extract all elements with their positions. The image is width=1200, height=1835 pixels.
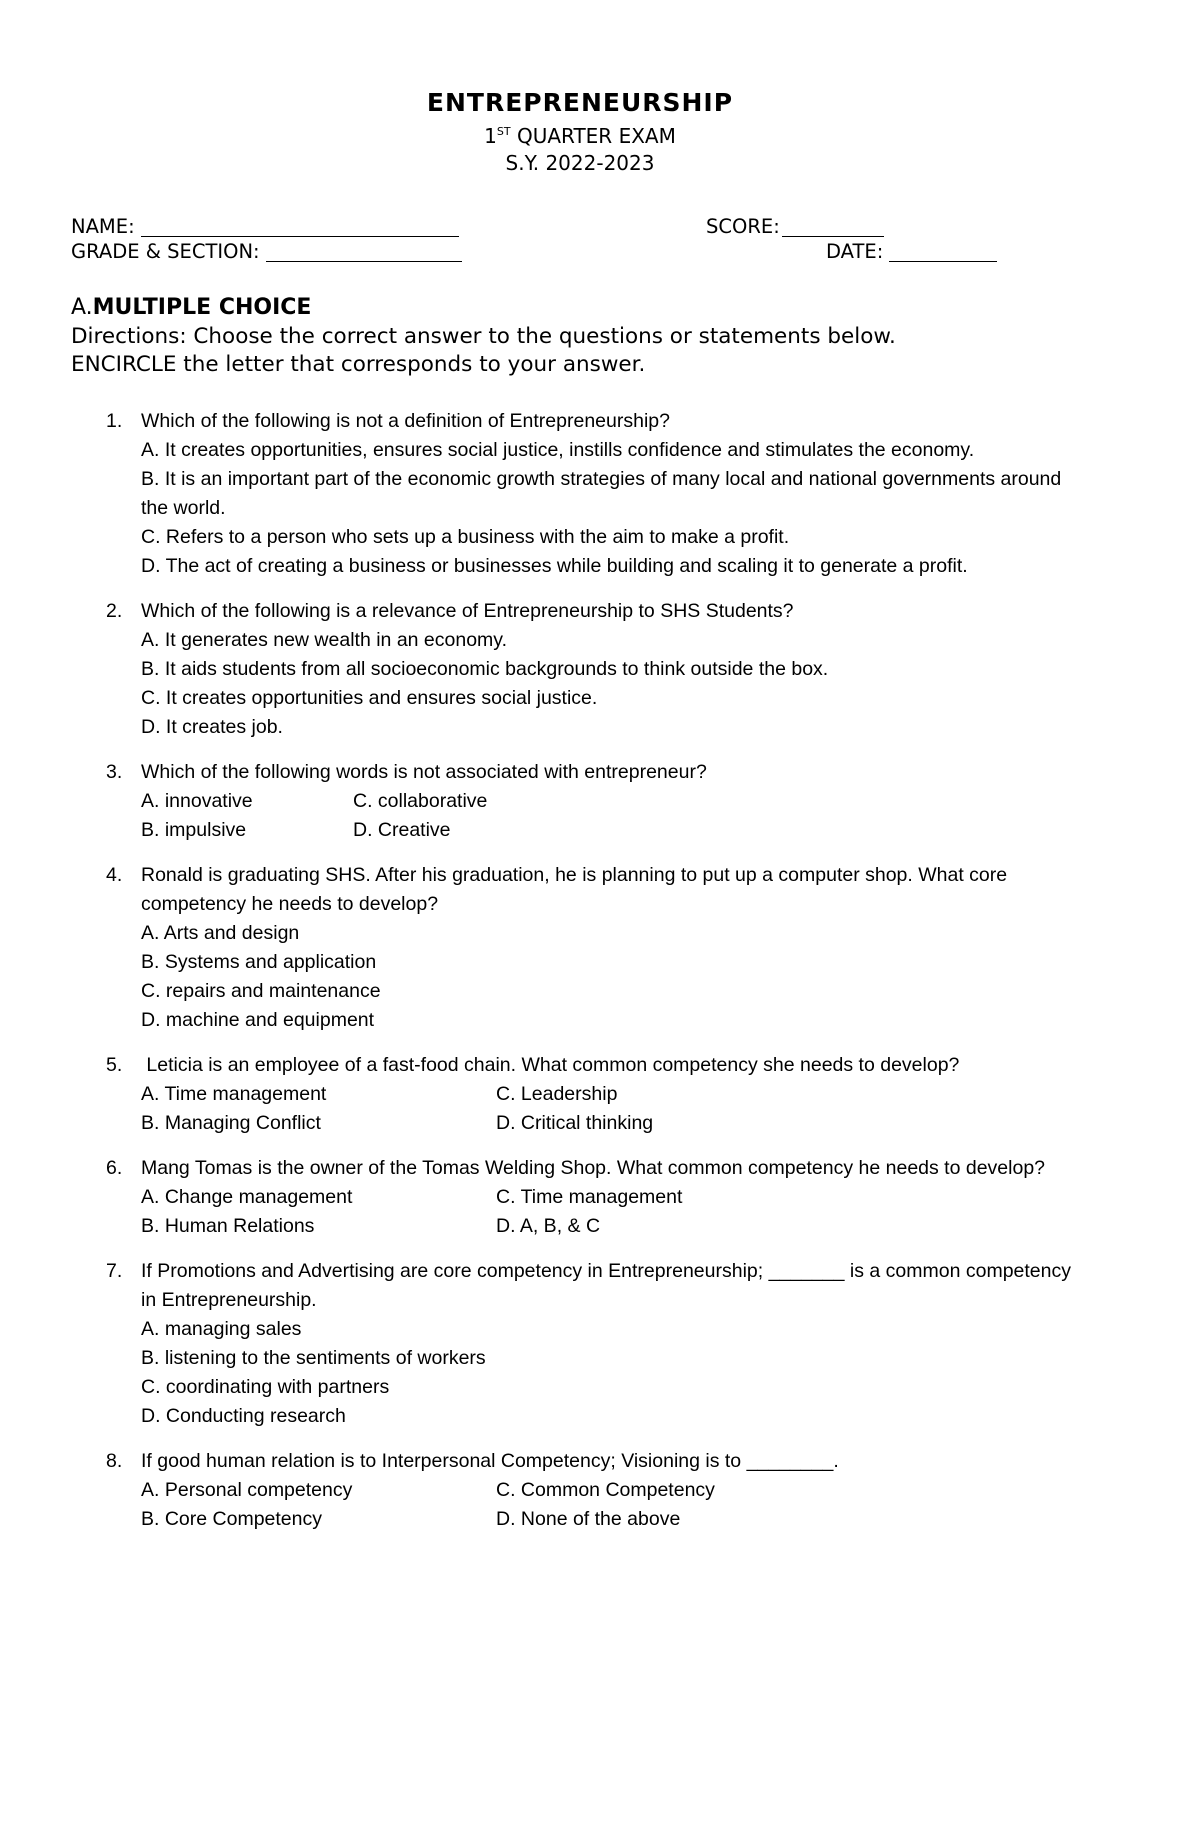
option-b[interactable]: B. listening to the sentiments of workers xyxy=(141,1347,486,1369)
question-7 xyxy=(0,1257,1200,1431)
question-stem: Ronald is graduating SHS. After his graduation, he is planning to put up a computer shop. What core competency he needs to develop? xyxy=(141,864,1008,915)
question-stem: Which of the following is a relevance of Entrepreneurship to SHS Students? xyxy=(141,600,794,622)
name-blank[interactable] xyxy=(141,216,459,237)
grade-section-label: GRADE & SECTION: xyxy=(71,240,260,263)
question-number: 6. xyxy=(106,1157,123,1179)
option-a[interactable]: A. innovative xyxy=(141,790,253,812)
question-1 xyxy=(0,407,1200,581)
directions-line-2: ENCIRCLE the letter that corresponds to your answer. xyxy=(71,352,646,377)
option-a[interactable]: A. It generates new wealth in an economy. xyxy=(141,629,508,651)
section-prefix: A. xyxy=(71,295,93,320)
option-b[interactable]: B. It aids students from all socioeconomic backgrounds to think outside the box. xyxy=(141,658,829,680)
option-c[interactable]: C. repairs and maintenance xyxy=(141,980,381,1002)
quarter-text: QUARTER EXAM xyxy=(510,124,676,148)
option-a[interactable]: A. Arts and design xyxy=(141,922,300,944)
score-field xyxy=(706,215,884,238)
option-c[interactable]: C. It creates opportunities and ensures social justice. xyxy=(141,687,598,709)
date-field xyxy=(826,240,997,263)
option-d[interactable]: D. It creates job. xyxy=(141,716,283,738)
option-d[interactable]: D. Conducting research xyxy=(141,1405,346,1427)
name-field xyxy=(71,215,459,238)
quarter-number: 1 xyxy=(484,124,497,148)
question-2 xyxy=(0,597,1200,742)
question-8 xyxy=(0,1447,1200,1534)
option-d[interactable]: D. A, B, & C xyxy=(496,1215,601,1237)
question-number: 5. xyxy=(106,1054,123,1076)
question-number: 8. xyxy=(106,1450,123,1472)
question-number: 4. xyxy=(106,864,123,886)
date-blank[interactable] xyxy=(889,241,997,262)
option-a[interactable]: A. Change management xyxy=(141,1186,353,1208)
option-a[interactable]: A. Personal competency xyxy=(141,1479,353,1501)
question-stem: Mang Tomas is the owner of the Tomas Welding Shop. What common competency he needs to develop? xyxy=(141,1157,1046,1179)
option-d[interactable]: D. Critical thinking xyxy=(496,1112,654,1134)
option-c[interactable]: C. Time management xyxy=(496,1186,683,1208)
question-4 xyxy=(0,861,1200,1035)
exam-title: ENTREPRENEURSHIP xyxy=(426,88,734,117)
option-a[interactable]: A. managing sales xyxy=(141,1318,302,1340)
question-number: 2. xyxy=(106,600,123,622)
option-d[interactable]: D. Creative xyxy=(353,819,451,841)
directions xyxy=(71,323,1131,379)
option-a[interactable]: A. Time management xyxy=(141,1083,327,1105)
question-5 xyxy=(0,1051,1200,1138)
option-b[interactable]: B. Systems and application xyxy=(141,951,377,973)
section-heading xyxy=(71,295,311,320)
option-d[interactable]: D. The act of creating a business or businesses while building and scaling it to generate a profit. xyxy=(141,555,968,577)
question-number: 7. xyxy=(106,1260,123,1282)
option-b[interactable]: B. impulsive xyxy=(141,819,247,841)
question-stem: Which of the following is not a definition of Entrepreneurship? xyxy=(141,410,670,432)
option-a[interactable]: A. It creates opportunities, ensures social justice, instills confidence and stimulates the economy. xyxy=(141,439,975,461)
option-d[interactable]: D. machine and equipment xyxy=(141,1009,375,1031)
question-number: 3. xyxy=(106,761,123,783)
question-stem: Leticia is an employee of a fast-food chain. What common competency she needs to develop? xyxy=(141,1054,960,1076)
option-b[interactable]: B. Human Relations xyxy=(141,1215,315,1237)
option-c[interactable]: C. Common Competency xyxy=(496,1479,715,1501)
question-stem: Which of the following words is not associated with entrepreneur? xyxy=(141,761,707,783)
option-d[interactable]: D. None of the above xyxy=(496,1508,681,1530)
school-year: S.Y. 2022-2023 xyxy=(505,151,655,175)
question-3 xyxy=(0,758,1200,845)
option-b[interactable]: B. It is an important part of the economic growth strategies of many local and national governments around the world. xyxy=(141,468,1062,519)
score-label: SCORE: xyxy=(706,215,780,238)
question-stem: If good human relation is to Interpersonal Competency; Visioning is to ________. xyxy=(141,1450,839,1472)
grade-section-blank[interactable] xyxy=(266,241,462,262)
option-b[interactable]: B. Core Competency xyxy=(141,1508,322,1530)
option-c[interactable]: C. Refers to a person who sets up a business with the aim to make a profit. xyxy=(141,526,790,548)
directions-line-1: Directions: Choose the correct answer to the questions or statements below. xyxy=(71,324,896,349)
quarter-suffix: ST xyxy=(496,125,511,138)
question-list xyxy=(0,407,1200,1550)
option-b[interactable]: B. Managing Conflict xyxy=(141,1112,321,1134)
option-c[interactable]: C. collaborative xyxy=(353,790,488,812)
option-c[interactable]: C. coordinating with partners xyxy=(141,1376,390,1398)
name-label: NAME: xyxy=(71,215,135,238)
question-number: 1. xyxy=(106,410,123,432)
quarter-label xyxy=(0,124,1160,148)
section-title: MULTIPLE CHOICE xyxy=(92,295,312,320)
grade-section-field xyxy=(71,240,462,263)
date-label: DATE: xyxy=(826,240,884,263)
option-c[interactable]: C. Leadership xyxy=(496,1083,618,1105)
score-blank[interactable] xyxy=(782,216,884,237)
question-stem: If Promotions and Advertising are core competency in Entrepreneurship; _______ is a common competency in Entrepreneurship. xyxy=(141,1260,1072,1311)
question-6 xyxy=(0,1154,1200,1241)
